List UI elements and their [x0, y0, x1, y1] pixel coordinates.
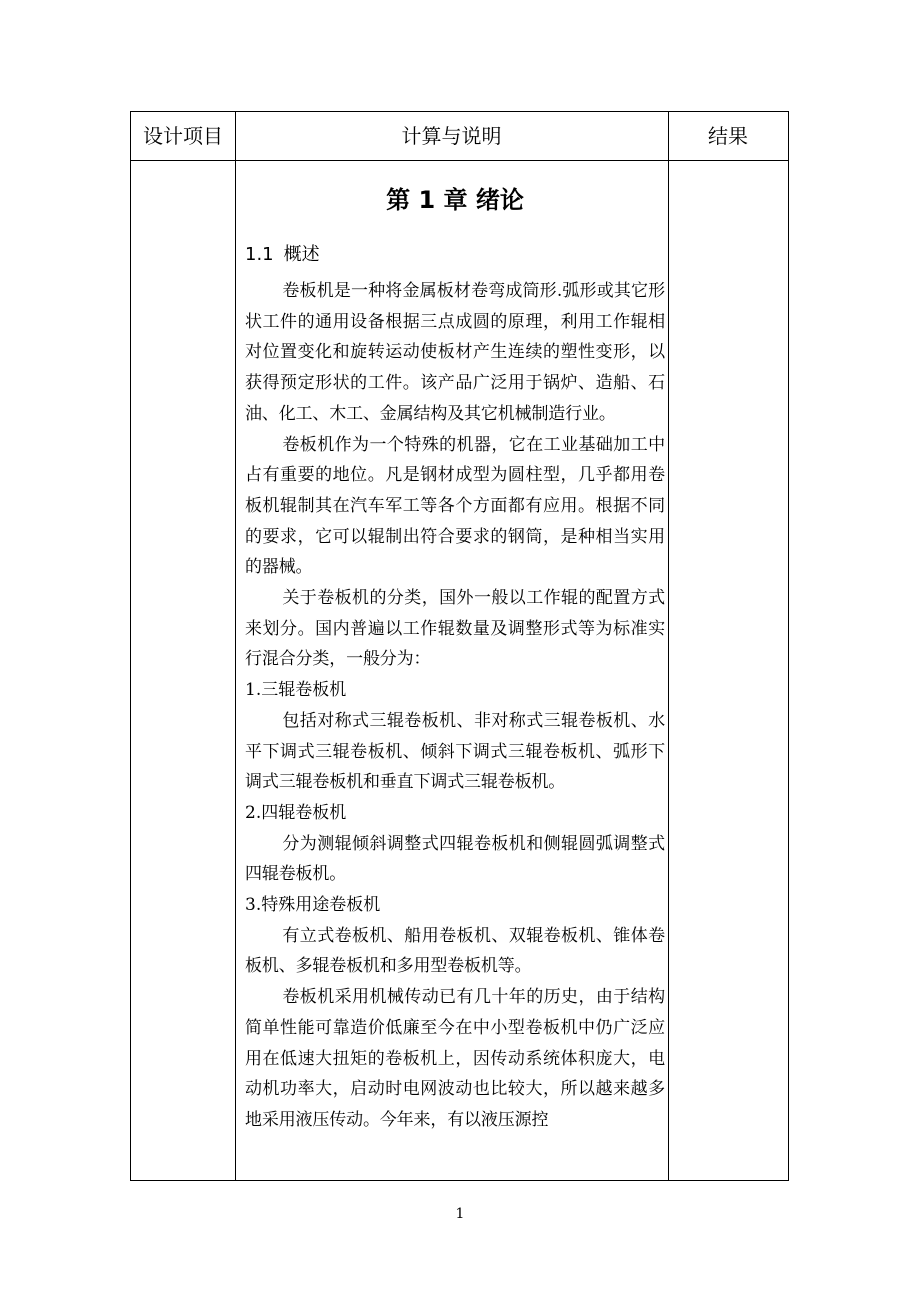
list-item-title-2: 2.四辊卷板机: [245, 802, 347, 823]
chapter-title: 第 1 章 绪论: [386, 186, 524, 214]
header-design-item: 设计项目: [143, 124, 223, 148]
list-item-text-1: 包括对称式三辊卷板机、非对称式三辊卷板机、水平下调式三辊卷板机、倾斜下调式三辊卷板机、弧形下调式三辊卷板机和垂直下调式三辊卷板机。: [245, 710, 665, 793]
paragraph-4: 卷板机采用机械传动已有几十年的历史，由于结构简单性能可靠造价低廉至今在中小型卷板机中仍广泛应用在低速大扭矩的卷板机上，因传动系统体积庞大，电动机功率大，启动时电网波动也比较大，所以越来越多地采用液压传动。今年来，有以液压源控: [245, 987, 665, 1130]
header-calculation: 计算与说明: [401, 124, 502, 148]
section-number: 1.1: [245, 244, 274, 265]
column-divider-1: [235, 112, 236, 1180]
paragraph-2: 卷板机作为一个特殊的机器，它在工业基础加工中占有重要的地位。凡是钢材成型为圆柱型，几乎都用卷板机辊制其在汽车军工等各个方面都有应用。根据不同的要求，它可以辊制出符合要求的钢筒，是种相当实用的器械。: [245, 434, 665, 578]
calculation-content: [245, 174, 665, 1136]
list-item-title-1: 1.三辊卷板机: [245, 680, 347, 701]
column-divider-2: [668, 112, 669, 1180]
design-table: [130, 111, 789, 1181]
header-divider: [131, 160, 788, 161]
paragraph-1: 卷板机是一种将金属板材卷弯成筒形.弧形或其它形状工件的通用设备根据三点成圆的原理，利用工作辊相对位置变化和旋转运动使板材产生连续的塑性变形，以获得预定形状的工件。该产品广泛用于锅炉、造船、石油、化工、木工、金属结构及其它机械制造行业。: [245, 281, 665, 424]
header-result: 结果: [708, 124, 748, 148]
section-heading: [245, 234, 665, 276]
list-item-title-3: 3.特殊用途卷板机: [245, 895, 381, 916]
page-number: 1: [455, 1206, 465, 1222]
list-item-text-3: 有立式卷板机、船用卷板机、双辊卷板机、锥体卷板机、多辊卷板机和多用型卷板机等。: [245, 925, 665, 977]
list-item-text-2: 分为测辊倾斜调整式四辊卷板机和侧辊圆弧调整式四辊卷板机。: [245, 833, 665, 885]
section-title: 概述: [283, 244, 320, 265]
paragraph-3: 关于卷板机的分类，国外一般以工作辊的配置方式来划分。国内普遍以工作辊数量及调整形式等为标准实行混合分类，一般分为：: [245, 588, 665, 670]
